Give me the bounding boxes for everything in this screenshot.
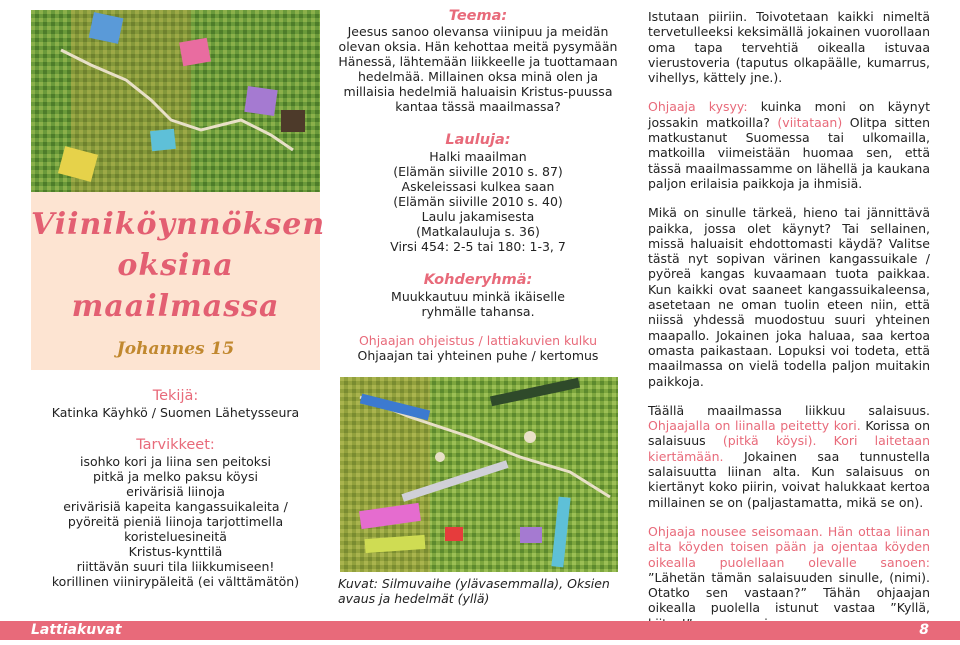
song-line: Halki maailman — [429, 149, 527, 164]
material-item: pitkä ja melko paksu köysi — [93, 469, 258, 484]
theme-line: millaisia hedelmiä haluaisin Kristus-puussa — [343, 84, 613, 99]
theme-line: olevan oksia. Hän kehottaa meitä pysymään — [338, 39, 618, 54]
paragraph-travel — [648, 99, 930, 191]
author-heading: Tekijä: — [152, 388, 199, 404]
footer-section-name: Lattiakuvat — [31, 622, 122, 638]
paragraph-welcome: Istutaan piiriin. Toivotetaan kaikki nimeltä tervetulleeksi keksimällä jokainen vuorollaan oma tapa tervehtiä oikealla istuvaa vierustoveria (taputus olkapäälle, kumarrus, vihellys, kättely jne.). — [648, 9, 930, 86]
materials-heading: Tarvikkeet: — [136, 437, 215, 453]
author-text: Katinka Käyhkö / Suomen Lähetysseura — [51, 405, 300, 420]
speech-text: Jokainen saa tunnustella salaisuutta liinan alta. Kun salaisuus on kiertänyt koko piirin, voivat halukkaat kertoa millainen se on (paljastamatta, mikä se on). — [648, 448, 930, 510]
material-item: riittävän suuri tila liikkumiseen! — [76, 559, 275, 574]
speech-text: kuinka moni on käynyt jossakin matkoilla? — [648, 99, 930, 130]
title-line: oksina — [117, 248, 234, 283]
song-line: (Elämän siiville 2010 s. 40) — [393, 194, 563, 209]
speech-text: Korissa on salaisuus — [648, 418, 930, 449]
theme-line: kantaa tässä maailmassa? — [395, 99, 561, 114]
material-item: erivärisiä liinoja — [126, 484, 225, 499]
caption-line: Kuvat: Silmuvaihe (ylävasemmalla), Oksien — [338, 576, 610, 591]
song-line: Askeleissasi kulkea saan — [401, 179, 555, 194]
songs-heading: Lauluja: — [445, 132, 511, 148]
target-group-heading: Kohderyhmä: — [423, 272, 533, 288]
song-line: (Matkalauluja s. 36) — [416, 224, 540, 239]
instruction-text: (pitkä köysi). Kori laitetaan kiertämään. — [648, 433, 930, 464]
material-item: pyöreitä pieniä liinoja tarjottimella — [67, 514, 284, 529]
speech-text: Olitpa sitten matkustanut Suomessa tai ulkomailla, matkoilla viimeistään huomaa sen, että tässä maailmassamme on lähellä ja kaukana paljon erilaisia paikkoja ja ihmisiä. — [648, 114, 930, 191]
target-group-line: ryhmälle tahansa. — [421, 304, 535, 319]
photo-caption — [338, 576, 628, 606]
floor-photo-branches — [340, 377, 618, 572]
song-line: (Elämän siiville 2010 s. 87) — [393, 164, 563, 179]
page-number: 8 — [919, 622, 929, 638]
material-item: koristeluesineitä — [124, 529, 227, 544]
title-line: Viiniköynnöksen — [31, 207, 326, 242]
theme-heading: Teema: — [448, 8, 508, 24]
theme-line: hedelmää. Millainen oksa minä olen ja — [357, 69, 599, 84]
paragraph-places: Mikä on sinulle tärkeä, hieno tai jännittävä paikka, jossa olet käynyt? Tai sellainen, missä haluaisit ehdottomasti käydä? Valitse tästä nyt sopivan värinen kangassuikale / pyöreä kangas kuvaamaan tuota paikkaa. Kun kaikki ovat saaneet kangassuikaleensa, asetetaan ne oman tuolin eteen niin, että niissä yhdessä muodostuu suuri yhteinen maapallo. Jokainen joka haluaa, saa kertoa omasta paikastaan. Lopuksi voi todeta, että maailmassa on vielä todella paljon muitakin paikkoja. — [648, 205, 930, 389]
song-line: Virsi 454: 2-5 tai 180: 1-3, 7 — [390, 239, 566, 254]
floor-photo-bud-stage — [31, 10, 320, 192]
target-group-line: Muukkautuu minkä ikäiselle — [391, 289, 565, 304]
instruction-text: (viitataan) — [777, 114, 843, 130]
material-item: Kristus-kynttilä — [128, 544, 223, 559]
paragraph-secret — [648, 403, 930, 510]
legend-black: Ohjaajan tai yhteinen puhe / kertomus — [357, 348, 599, 363]
legend-pink: Ohjaajan ohjeistus / lattiakuvien kulku — [358, 333, 598, 348]
speech-text: ”Lähetän tämän salaisuuden sinulle, (nimi). Otatko sen vastaan?” Tähän ohjaajan oikealla puolella istunut vastaa ”Kyllä, — [648, 569, 930, 616]
main-title — [31, 204, 326, 327]
caption-line: avaus ja hedelmät (yllä) — [338, 591, 490, 606]
instruction-text: Ohjaajalla on liinalla peitetty kori. — [648, 418, 861, 434]
instruction-text: Ohjaaja nousee seisomaan. Hän ottaa liinan alta köyden toisen pään ja ojentaa köyden oikealla puolellaan olevalle sanoen: — [648, 523, 930, 570]
subtitle: Johannes 15 — [116, 339, 235, 359]
middle-column — [338, 9, 618, 363]
theme-line: Jeesus sanoo olevansa viinipuu ja meidän — [347, 24, 609, 39]
title-block — [31, 192, 326, 370]
theme-line: Hänessä, lähtemään liikkeelle ja tuottamaan — [338, 54, 618, 69]
material-item: korillinen viinirypäleitä (ei välttämätön) — [51, 574, 300, 589]
material-item: isohko kori ja liina sen peitoksi — [79, 454, 272, 469]
speech-text: Täällä maailmassa liikkuu salaisuus. — [648, 402, 930, 418]
left-info — [31, 388, 320, 589]
material-item: erivärisiä kapeita kangassuikaleita / — [63, 499, 288, 514]
paragraph-rope — [648, 524, 930, 631]
song-line: Laulu jakamisesta — [421, 209, 535, 224]
right-column — [648, 9, 930, 645]
instruction-text: Ohjaaja kysyy: — [648, 99, 748, 115]
title-line: maailmassa — [71, 289, 280, 324]
page-footer — [0, 621, 960, 640]
